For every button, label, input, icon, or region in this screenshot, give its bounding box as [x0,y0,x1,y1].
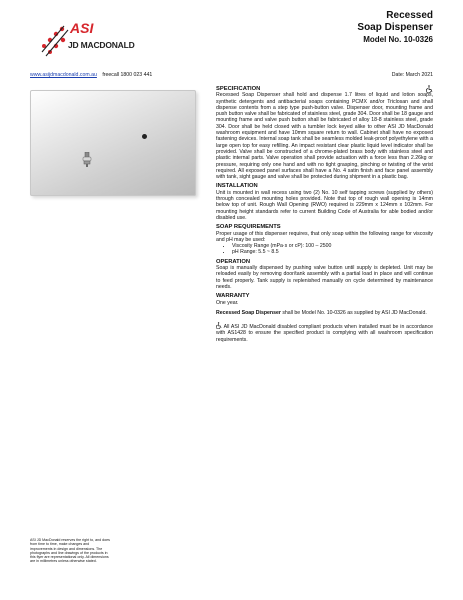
supplied-product-name: Recessed Soap Dispenser [216,309,281,316]
specification-heading [216,86,433,92]
wheelchair-icon [426,85,433,93]
logo-brand-text: JD MACDONALD [68,40,135,50]
product-photo [30,90,196,196]
specification-heading-text: SPECIFICATION [216,86,261,92]
operation-heading: OPERATION [216,258,251,265]
document-date: Date: March 2021 [391,72,433,78]
specification-content [216,86,433,343]
supplied-statement [216,310,433,316]
brand-logo [36,16,146,60]
soap-requirements-list [216,243,433,256]
model-number: Model No. 10-0326 [363,35,433,44]
title-line-2: Soap Dispenser [357,22,433,33]
soap-requirements-text: Proper usage of this dispenser requires, that only soap within the following range for viscosity and pH may be used: [216,230,433,243]
tumbler-lock [142,134,147,139]
title-line-1: Recessed [386,10,433,21]
specification-text: Recessed Soap Dispenser shall hold and dispense 1.7 litres of liquid and lotion soaps, synthetic detergents and antibacterial soaps containing PCMX and/or Triclosan and shall dispense contents from a step type push-button valve. Dispenser door, mounting frame and push button valve shall be fabricated of stainless steel, grade 304. Door shall be 18 gauge and mounting frame and valve push button shall be fabricated of alloy 18-8 stainless steel, grade 304. Door shall be held closed with a tumbler lock keyed alike to other ASI JD MacDonald washroom equipment and have 10mm square return to wall. Cabinet shall have no exposed fastening devices. Internal soap tank shall be seamless molded leak-proof polyethylene with a large open top for easy refilling. An impact resistant clear plastic liquid level indicator shall be provided. Valve shall be constructed of a chrome-plated brass body with stainless steel and plastic internal parts. Valve operation shall provide actuation with a force less than 2.26kg or pressure, requiring only one hand and with no tight grasping, pinching or twisting of the wrist required. All exposed panel surfaces shall have a No. 4 satin finish and face panel assembly with tank, sight gauge and valve shall be protected during shipment in a plastic bag. [216,92,433,181]
soap-requirements-heading: SOAP REQUIREMENTS [216,224,281,231]
installation-text: Unit is mounted in wall recess using two (2) No. 10 self tapping screws (supplied by others) through concealed mounting holes provided. Note that top of rough wall opening is 14mm below top of unit. Rough Wall Opening (RWO) required is 229mm x 124mm x 102mm. For mounting height standards refer to current Building Code of Australia for able bodied and/or disabled use. [216,189,433,221]
warranty-text: One year. [216,299,239,306]
list-item: • Viscosity Range (mPa·s or cP): 100 – 2500 [232,243,433,249]
accessibility-note-text: All ASI JD MacDonald disabled compliant products when installed must be in accordance with AS1428 to ensure the specified product is complying with all washroom specification requirements. [216,324,434,343]
push-button-valve [82,152,92,168]
website-link[interactable]: www.asijdmacdonald.com.au [30,72,97,78]
installation-heading: INSTALLATION [216,183,258,190]
freecall-number: freecall 1800 023 441 [102,72,153,78]
accessibility-note [216,322,433,343]
logo-asi-text: ASI [70,20,94,36]
wheelchair-icon [216,322,222,329]
disclaimer-footnote: ASI JD MacDonald reserves the right to, and does from time to time, make changes and improvements in design and dimensions. The photographs and line drawings of the products in this flyer are representational only. All dimensions are in millimetres unless otherwise stated. [30,538,110,564]
warranty-heading: WARRANTY [216,293,250,300]
list-item: • pH Range: 5.5 ~ 8.5 [232,249,433,255]
document-title [357,10,433,45]
supplied-rest: shall be Model No. 10-0326 as supplied by ASI JD MacDonald. [280,309,427,316]
contact-line [30,72,433,78]
operation-text: Soap is manually dispensed by pushing valve button until supply is depleted. Unit may be reloaded easily by removing door/tank assembly with a partial load in place and will continue to feed properly. Tank supply is replenished manually on cycle determined by maintenance needs. [216,265,433,290]
